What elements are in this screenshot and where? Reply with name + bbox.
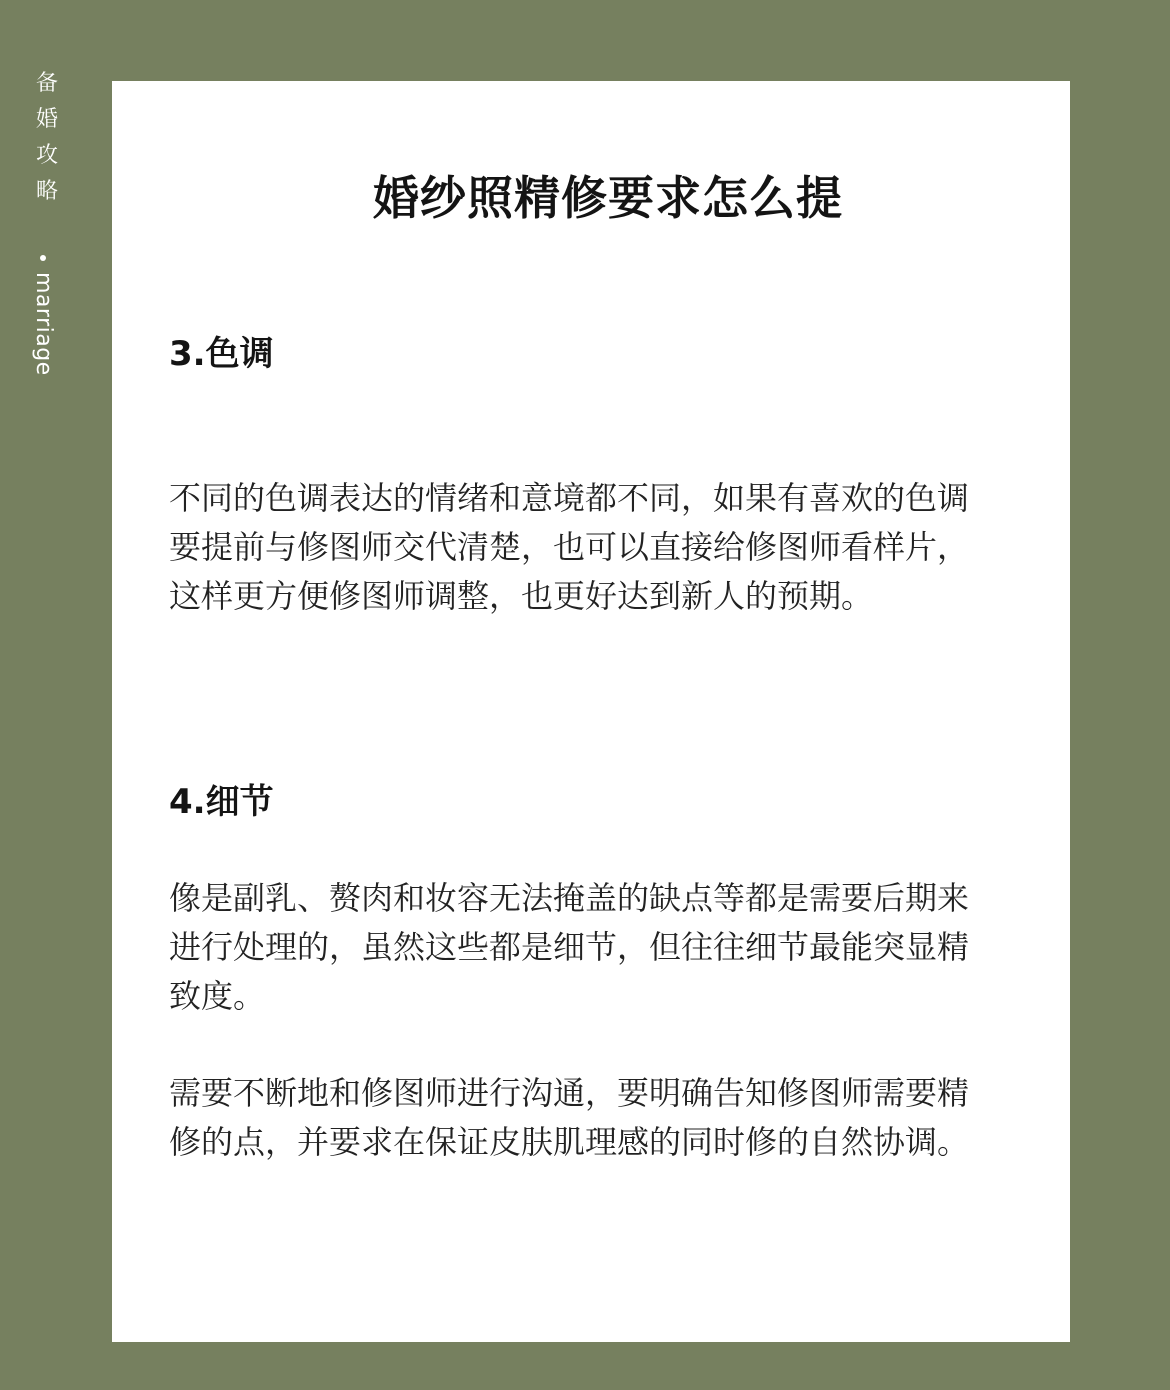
- sidebar-dot-bullet: [40, 255, 46, 261]
- page-title: 婚纱照精修要求怎么提: [373, 171, 843, 225]
- sidebar-char: 略: [35, 179, 58, 204]
- section-heading-tone: 3.色调: [169, 334, 274, 374]
- section-paragraph-tone: 不同的色调表达的情绪和意境都不同，如果有喜欢的色调要提前与修图师交代清楚，也可以直接给修图师看样片，这样更方便修图师调整，也更好达到新人的预期。: [169, 479, 970, 615]
- sidebar-char: 攻: [35, 143, 58, 168]
- section-paragraph-detail-2: 需要不断地和修图师进行沟通，要明确告知修图师需要精修的点，并要求在保证皮肤肌理感的同时修的自然协调。: [169, 1074, 970, 1161]
- sidebar-english-label: marriage: [31, 272, 56, 376]
- section-heading-detail: 4.细节: [169, 782, 274, 822]
- sidebar-char: 备: [35, 71, 58, 96]
- section-paragraph-detail-1: 像是副乳、赘肉和妆容无法掩盖的缺点等都是需要后期来进行处理的，虽然这些都是细节，但往往细节最能突显精致度。: [169, 879, 970, 1015]
- sidebar-char: 婚: [35, 107, 58, 132]
